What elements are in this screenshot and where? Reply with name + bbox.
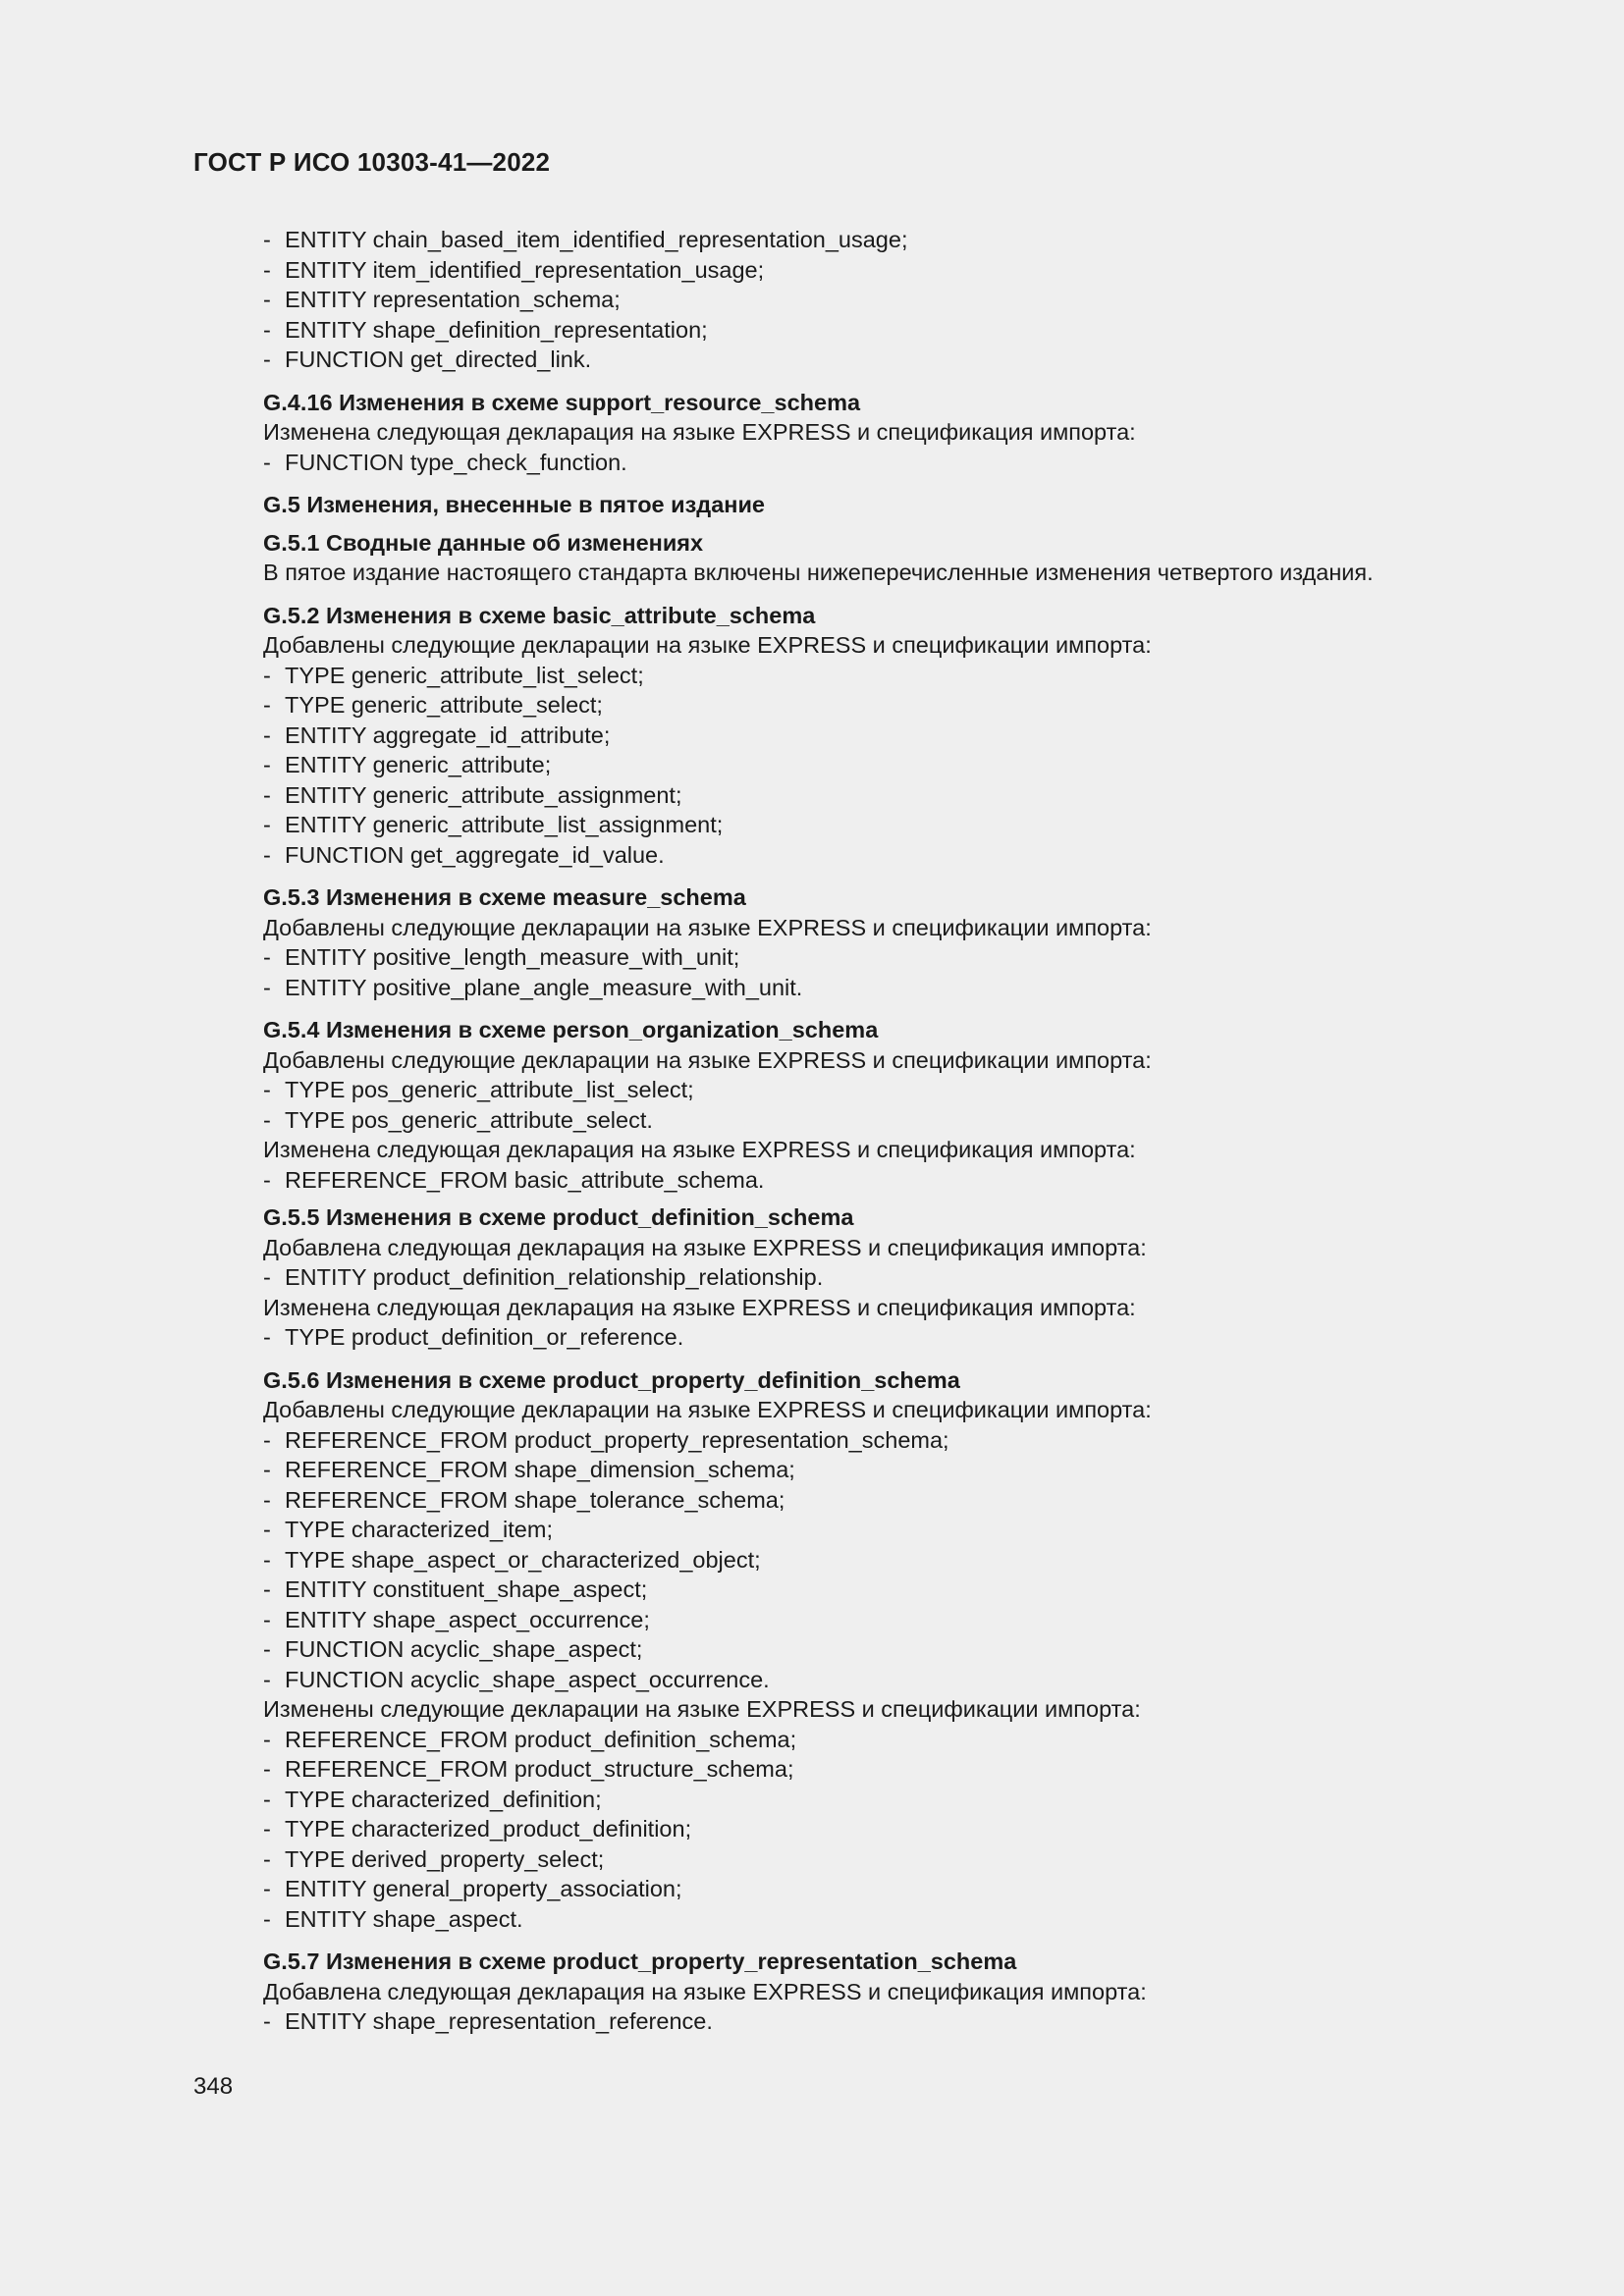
list-item: - ENTITY shape_representation_reference. <box>263 2008 713 2034</box>
list-item: - ENTITY positive_plane_angle_measure_with_unit. <box>263 974 803 1000</box>
list-item: - ENTITY shape_aspect. <box>263 1905 523 1932</box>
list-item: - ENTITY shape_definition_representation; <box>263 316 708 343</box>
section-g5-3 <box>263 882 1540 1002</box>
list-item: - ENTITY general_property_association; <box>263 1876 682 1901</box>
section-g5-7 <box>263 1947 1540 2037</box>
section-heading: G.5.4 Изменения в схеме person_organization_schema <box>263 1017 879 1042</box>
section-heading: G.5 Изменения, внесенные в пятое издание <box>263 492 765 517</box>
section-heading: G.4.16 Изменения в схеме support_resource_schema <box>263 389 861 415</box>
list-item: - ENTITY product_definition_relationship_relationship. <box>263 1264 824 1290</box>
section-paragraph: В пятое издание настоящего стандарта включены нижеперечисленные изменения четвертого издания. <box>263 560 1374 585</box>
list-item: - TYPE pos_generic_attribute_list_select; <box>263 1077 694 1102</box>
page-content <box>263 225 1540 2037</box>
document-header: ГОСТ Р ИСО 10303-41—2022 <box>193 147 551 177</box>
section-paragraph: Изменена следующая декларация на языке EXPRESS и спецификация импорта: <box>263 1294 1136 1320</box>
list-item: - FUNCTION get_directed_link. <box>263 347 592 372</box>
section-g5-4 <box>263 1015 1540 1195</box>
list-item: - ENTITY shape_aspect_occurrence; <box>263 1606 650 1632</box>
list-item: - FUNCTION type_check_function. <box>263 449 627 475</box>
section-heading: G.5.7 Изменения в схеме product_property_representation_schema <box>263 1949 1017 1974</box>
list-item: - TYPE characterized_item; <box>263 1517 553 1542</box>
list-item: - FUNCTION acyclic_shape_aspect_occurrence. <box>263 1666 770 1692</box>
list-item: - REFERENCE_FROM basic_attribute_schema. <box>263 1166 765 1193</box>
section-paragraph: Изменена следующая декларация на языке EXPRESS и спецификация импорта: <box>263 419 1136 445</box>
section-paragraph: Добавлена следующая декларация на языке EXPRESS и спецификация импорта: <box>263 1234 1147 1260</box>
section-g5 <box>263 490 1540 520</box>
section-g4-16 <box>263 388 1540 478</box>
list-item: - ENTITY aggregate_id_attribute; <box>263 721 611 748</box>
section-heading: G.5.5 Изменения в схеме product_definition_schema <box>263 1204 854 1230</box>
section-paragraph: Добавлена следующая декларация на языке EXPRESS и спецификация импорта: <box>263 1978 1147 2004</box>
list-item: - REFERENCE_FROM shape_tolerance_schema; <box>263 1486 785 1513</box>
list-item: - TYPE pos_generic_attribute_select. <box>263 1106 653 1133</box>
section-g5-5 <box>263 1202 1540 1353</box>
list-item: - ENTITY generic_attribute; <box>263 752 552 777</box>
list-item: - ENTITY generic_attribute_assignment; <box>263 781 682 808</box>
list-item: - TYPE derived_property_select; <box>263 1845 605 1872</box>
section-heading: G.5.6 Изменения в схеме product_property_definition_schema <box>263 1366 960 1393</box>
list-item: - ENTITY chain_based_item_identified_representation_usage; <box>263 227 908 252</box>
section-paragraph: Добавлены следующие декларации на языке EXPRESS и спецификации импорта: <box>263 1397 1152 1422</box>
section-heading: G.5.3 Изменения в схеме measure_schema <box>263 884 746 910</box>
section-paragraph: Добавлены следующие декларации на языке EXPRESS и спецификации импорта: <box>263 1046 1152 1073</box>
list-item: - REFERENCE_FROM product_property_representation_schema; <box>263 1426 949 1453</box>
list-item: - TYPE characterized_product_definition; <box>263 1816 692 1842</box>
list-item: - TYPE generic_attribute_select; <box>263 692 603 718</box>
list-item: - REFERENCE_FROM product_structure_schema; <box>263 1756 794 1782</box>
section-heading: G.5.1 Сводные данные об изменениях <box>263 529 704 556</box>
intro-list <box>263 225 1540 375</box>
section-paragraph: Добавлены следующие декларации на языке EXPRESS и спецификации импорта: <box>263 914 1152 940</box>
list-item: - ENTITY constituent_shape_aspect; <box>263 1576 648 1602</box>
list-item: - FUNCTION acyclic_shape_aspect; <box>263 1636 643 1662</box>
section-paragraph: Добавлены следующие декларации на языке EXPRESS и спецификации импорта: <box>263 632 1152 658</box>
list-item: - TYPE characterized_definition; <box>263 1786 602 1812</box>
list-item: - TYPE shape_aspect_or_characterized_object; <box>263 1546 761 1573</box>
section-paragraph: Изменена следующая декларация на языке EXPRESS и спецификация импорта: <box>263 1137 1136 1162</box>
section-g5-2 <box>263 601 1540 871</box>
list-item: - ENTITY item_identified_representation_usage; <box>263 256 765 283</box>
list-item: - TYPE generic_attribute_list_select; <box>263 662 644 688</box>
section-g5-6 <box>263 1365 1540 1935</box>
page-number: 348 <box>193 2073 234 2100</box>
list-item: - ENTITY positive_length_measure_with_unit; <box>263 944 740 970</box>
list-item: - FUNCTION get_aggregate_id_value. <box>263 841 665 868</box>
list-item: - ENTITY generic_attribute_list_assignment; <box>263 812 724 837</box>
section-heading: G.5.2 Изменения в схеме basic_attribute_schema <box>263 602 816 628</box>
list-item: - TYPE product_definition_or_reference. <box>263 1324 684 1350</box>
section-paragraph: Изменены следующие декларации на языке EXPRESS и спецификации импорта: <box>263 1696 1141 1722</box>
list-item: - ENTITY representation_schema; <box>263 287 621 312</box>
list-item: - REFERENCE_FROM shape_dimension_schema; <box>263 1457 795 1482</box>
section-g5-1 <box>263 528 1540 588</box>
list-item: - REFERENCE_FROM product_definition_schema; <box>263 1726 797 1752</box>
